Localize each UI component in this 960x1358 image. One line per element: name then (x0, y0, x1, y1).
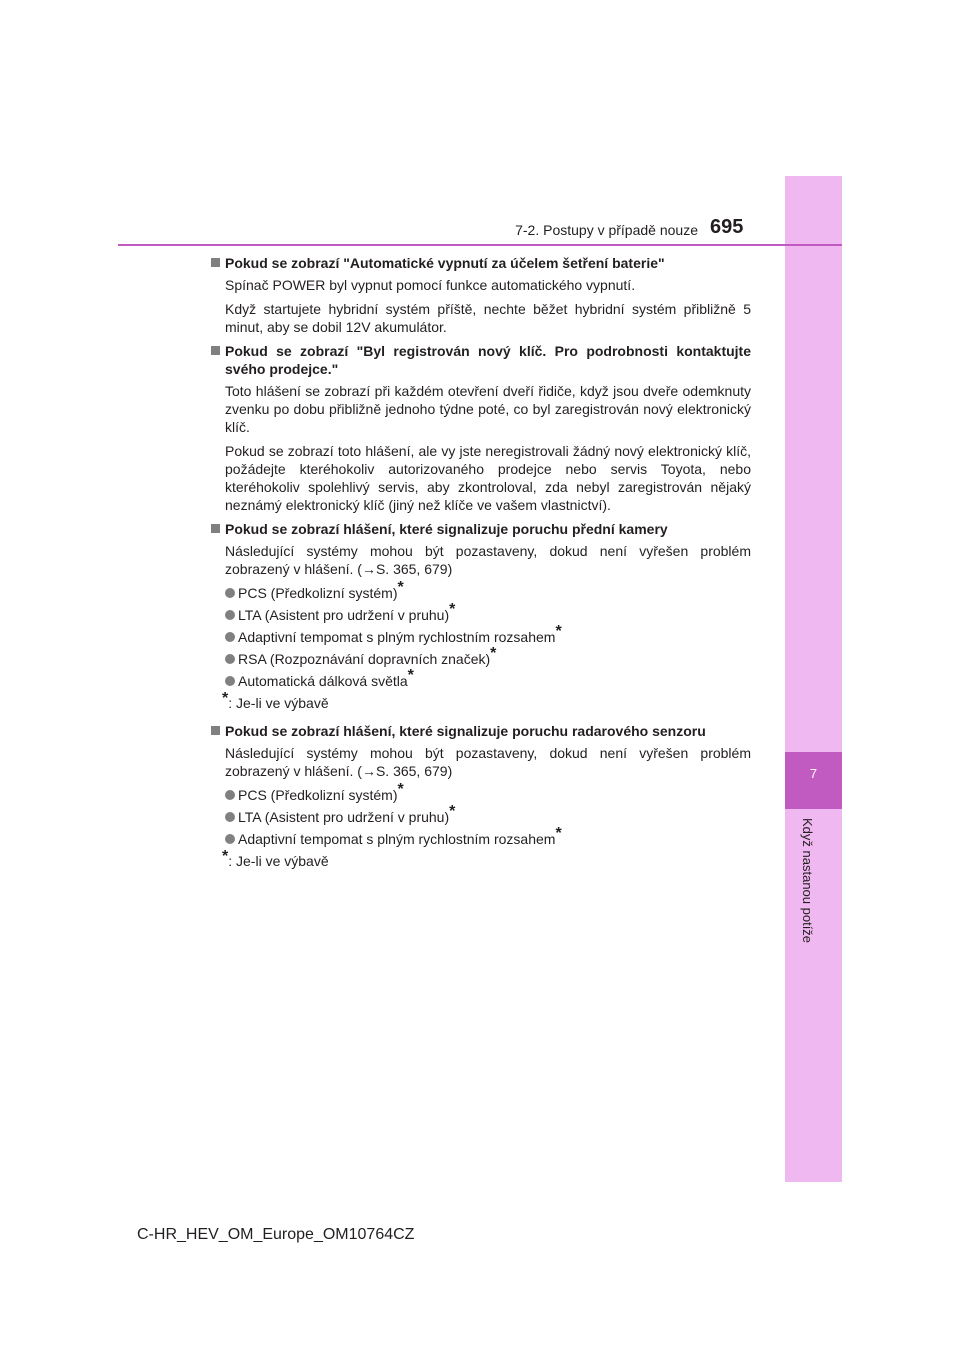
list-item (225, 601, 751, 624)
list-item-text: PCS (Předkolizní systém) (238, 787, 398, 803)
list-item-text: RSA (Rozpoznávání dopravních značek) (238, 651, 491, 667)
footnote-star: * (449, 601, 456, 618)
list-item-text: LTA (Asistent pro udržení v pruhu) (238, 809, 450, 825)
footnote-star: * (490, 645, 497, 662)
list-item-text: PCS (Předkolizní systém) (238, 585, 398, 601)
paragraph: Když startujete hybridní systém příště, nechte běžet hybridní systém přibližně 5 minut, aby se dobil 12V akumulátor. (225, 301, 751, 335)
list-item (225, 667, 751, 690)
footnote-star: * (222, 690, 229, 707)
document-id: C-HR_HEV_OM_Europe_OM10764CZ (137, 1226, 415, 1243)
header-divider (118, 244, 842, 246)
round-bullet-icon (225, 676, 235, 686)
page-number: 695 (710, 216, 744, 238)
list-item (225, 781, 751, 804)
list-item (225, 623, 751, 646)
list-item-text: LTA (Asistent pro udržení v pruhu) (238, 607, 450, 623)
square-bullet-icon (211, 258, 220, 267)
chapter-title: Když nastanou potíže (800, 818, 815, 944)
round-bullet-icon (225, 610, 235, 620)
footnote-star: * (555, 825, 562, 842)
section-heading (211, 722, 751, 740)
list-item (225, 825, 751, 848)
chapter-number: 7 (809, 766, 818, 781)
footnote-text: : Je-li ve výbavě (228, 695, 329, 711)
section-heading (211, 342, 751, 378)
footnote (222, 690, 751, 712)
paragraph: Následující systémy mohou být pozastaveny, dokud není vyřešen problém zobrazený v hlášení. (→S. 365, 679) (225, 745, 751, 779)
footnote-star: * (449, 803, 456, 820)
footnote-star: * (222, 848, 229, 865)
paragraph: Spínač POWER byl vypnut pomocí funkce automatického vypnutí. (225, 277, 636, 293)
section-heading (211, 254, 751, 272)
round-bullet-icon (225, 588, 235, 598)
footnote-star: * (555, 623, 562, 640)
heading-text: Pokud se zobrazí "Byl registrován nový klíč. Pro podrobnosti kontaktujte svého prodejce." (225, 343, 751, 377)
paragraph: Toto hlášení se zobrazí při každém otevření dveří řidiče, když jsou dveře odemknuty zvenku po dobu přibližně jednoho týdne poté, co byl zaregistrován nový elektronický klíč. (225, 383, 751, 435)
chapter-side-tab (785, 176, 842, 1182)
heading-text: Pokud se zobrazí hlášení, které signalizuje poruchu přední kamery (225, 521, 668, 537)
round-bullet-icon (225, 812, 235, 822)
footnote (222, 848, 751, 870)
section-heading (211, 520, 751, 538)
footnote-star: * (397, 781, 404, 798)
list-item-text: Automatická dálková světla (238, 673, 408, 689)
round-bullet-icon (225, 632, 235, 642)
footnote-text: : Je-li ve výbavě (228, 853, 329, 869)
footnote-star: * (407, 667, 414, 684)
paragraph: Pokud se zobrazí toto hlášení, ale vy jste neregistrovali žádný nový elektronický klíč, požádejte kteréhokoliv autorizovaného prodejce nebo servis Toyota, nebo kteréhokoliv spolehlivý servis, aby zkontroloval, zda nebyl zaregistrován nějaký neznámý elektronický klíč (jiný než klíče ve vašem vlastnictví). (225, 443, 751, 513)
section-title: 7-2. Postupy v případě nouze (515, 222, 698, 238)
round-bullet-icon (225, 834, 235, 844)
square-bullet-icon (211, 524, 220, 533)
list-item-text: Adaptivní tempomat s plným rychlostním rozsahem (238, 831, 556, 847)
page-content (211, 254, 751, 880)
list-item (225, 645, 751, 668)
list-item (225, 803, 751, 826)
list-item (225, 579, 751, 602)
round-bullet-icon (225, 790, 235, 800)
heading-text: Pokud se zobrazí hlášení, které signalizuje poruchu radarového senzoru (225, 723, 706, 739)
square-bullet-icon (211, 346, 220, 355)
square-bullet-icon (211, 726, 220, 735)
paragraph: Následující systémy mohou být pozastaveny, dokud není vyřešen problém zobrazený v hlášení. (→S. 365, 679) (225, 543, 751, 577)
list-item-text: Adaptivní tempomat s plným rychlostním rozsahem (238, 629, 556, 645)
footnote-star: * (397, 579, 404, 596)
round-bullet-icon (225, 654, 235, 664)
heading-text: Pokud se zobrazí "Automatické vypnutí za účelem šetření baterie" (225, 255, 665, 271)
